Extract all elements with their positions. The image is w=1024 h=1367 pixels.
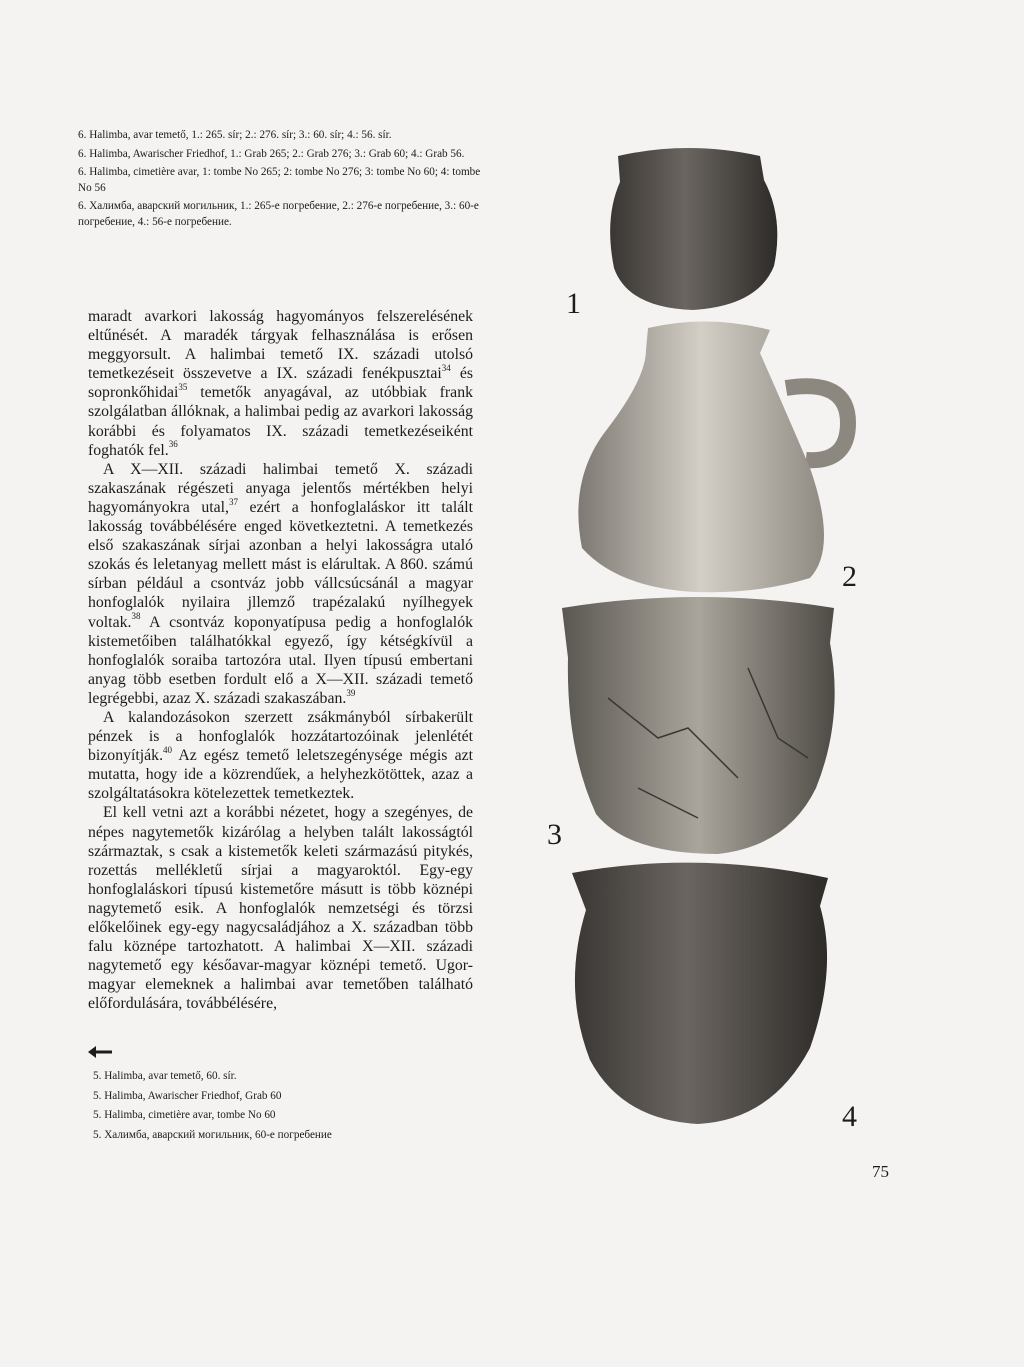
figure-label-1: 1: [566, 287, 581, 320]
paragraph-3: A kalandozásokon szerzett zsákmányból sírbakerült pénzek is a honfoglalók hozzátartozóinak jelenlétét bizonyítják.$^{40}$ Az egész temető leletszegénysége mégis azt mutatta, hogy ide a közrendűek, a helyhezkötöttek, azaz a szolgáltatásokra kötelezettek temetkeztek.: [88, 708, 473, 803]
pottery-photograph: [548, 138, 868, 1138]
paragraph-4: El kell vetni azt a korábbi nézetet, hogy a szegényes, de népes nagytemetők kizárólag a helyben talált lakosságtól származtak, s csak a kistemetők keleti származású pitykés, rozettás mellékletű sírjai a magyaroktól. Egy-egy honfoglaláskori típusú kistemetőre másutt is több köznépi nagytemető esik. A honfoglalók nemzetségi és törzsi előkelőinek egy-egy nagycsaládjához a X. században több falu köznépe tartozhatott. A halimbai X—XII. századi nagytemető egy későavar-magyar köznépi temető. Ugor-magyar elemeknek a halimbai avar temetőben található előfordulására, továbbélésére,: [88, 804, 473, 1013]
caption-french: 6. Halimba, cimetière avar, 1: tombe No 265; 2: tombe No 276; 3: tombe No 60; 4: tombe No 56: [78, 166, 481, 194]
paragraph-1: maradt avarkori lakosság hagyományos felszerelésének eltűnését. A maradék tárgyak felhasználása is erősen meggyorsult. A halimbai temető IX. századi utolsó temetkezéseit összevetve a IX. századi fenékpusztai$^{34}$ és sopronkőhidai$^{35}$ temetők anyagával, az utóbbiak frank szolgálatban állóknak, a halimbai pedig az avarkori lakosság korábbi és folyamatos IX. századi temetkezéseiként foghatók fel.$^{36}$: [88, 308, 473, 459]
pot-4: [572, 863, 828, 1124]
left-arrow-icon: [88, 1045, 112, 1059]
pot-3: [562, 597, 835, 854]
caption-hungarian: 5. Halimba, avar temető, 60. sír.: [93, 1070, 237, 1082]
caption-russian: 5. Халимба, аварский могильник, 60-е погребение: [93, 1128, 332, 1141]
caption-german: 6. Halimba, Awarischer Friedhof, 1.: Grab 265; 2.: Grab 276; 3.: Grab 60; 4.: Grab 56.: [78, 147, 465, 160]
pot-2: [578, 321, 824, 592]
body-text: [88, 307, 473, 1013]
figure-label-4: 4: [842, 1100, 857, 1133]
paragraph-2: A X—XII. századi halimbai temető X. századi szakaszának régészeti anyaga jelentős mértékben helyi hagyományokra utal,$^{37}$ ezért a honfoglaláskor itt talált lakosság továbbélésére enged következtetni. A temetkezés első szakaszának sírjai azonban a helyi lakosságra utaló szokás és leletanyag mellett mást is elárultak. A 860. számú sírban például a csontváz jobb vállcsúcsánál a magyar honfoglalók nyilaira jllemző trapézalakú nyílhegyek voltak.$^{38}$ A csontváz koponyatípusa pedig a honfoglalók kistemetőiben találhatókkal egyező, így kétségkívül a honfoglalók soraiba tartozóra utal. Ilyen típusú embertani anyag több esetben fordult elő a X—XII. századi temető legrégebbi, azaz X. századi szakaszában.$^{39}$: [88, 460, 474, 707]
figure-label-3: 3: [547, 818, 562, 851]
figure-label-2: 2: [842, 560, 857, 593]
caption-russian: 6. Халимба, аварский могильник, 1.: 265-е погребение, 2.: 276-е погребение, 3.: 60-е погребение, 4.: 56-е погребение.: [78, 200, 479, 228]
figure-caption-top: [78, 128, 488, 234]
page-number: 75: [872, 1162, 889, 1181]
pot-1: [610, 148, 777, 310]
figure-caption-bottom: [93, 1067, 453, 1145]
caption-hungarian: 6. Halimba, avar temető, 1.: 265. sír; 2.: 276. sír; 3.: 60. sír; 4.: 56. sír.: [78, 129, 392, 141]
caption-french: 5. Halimba, cimetière avar, tombe No 60: [93, 1109, 276, 1121]
caption-german: 5. Halimba, Awarischer Friedhof, Grab 60: [93, 1089, 282, 1102]
